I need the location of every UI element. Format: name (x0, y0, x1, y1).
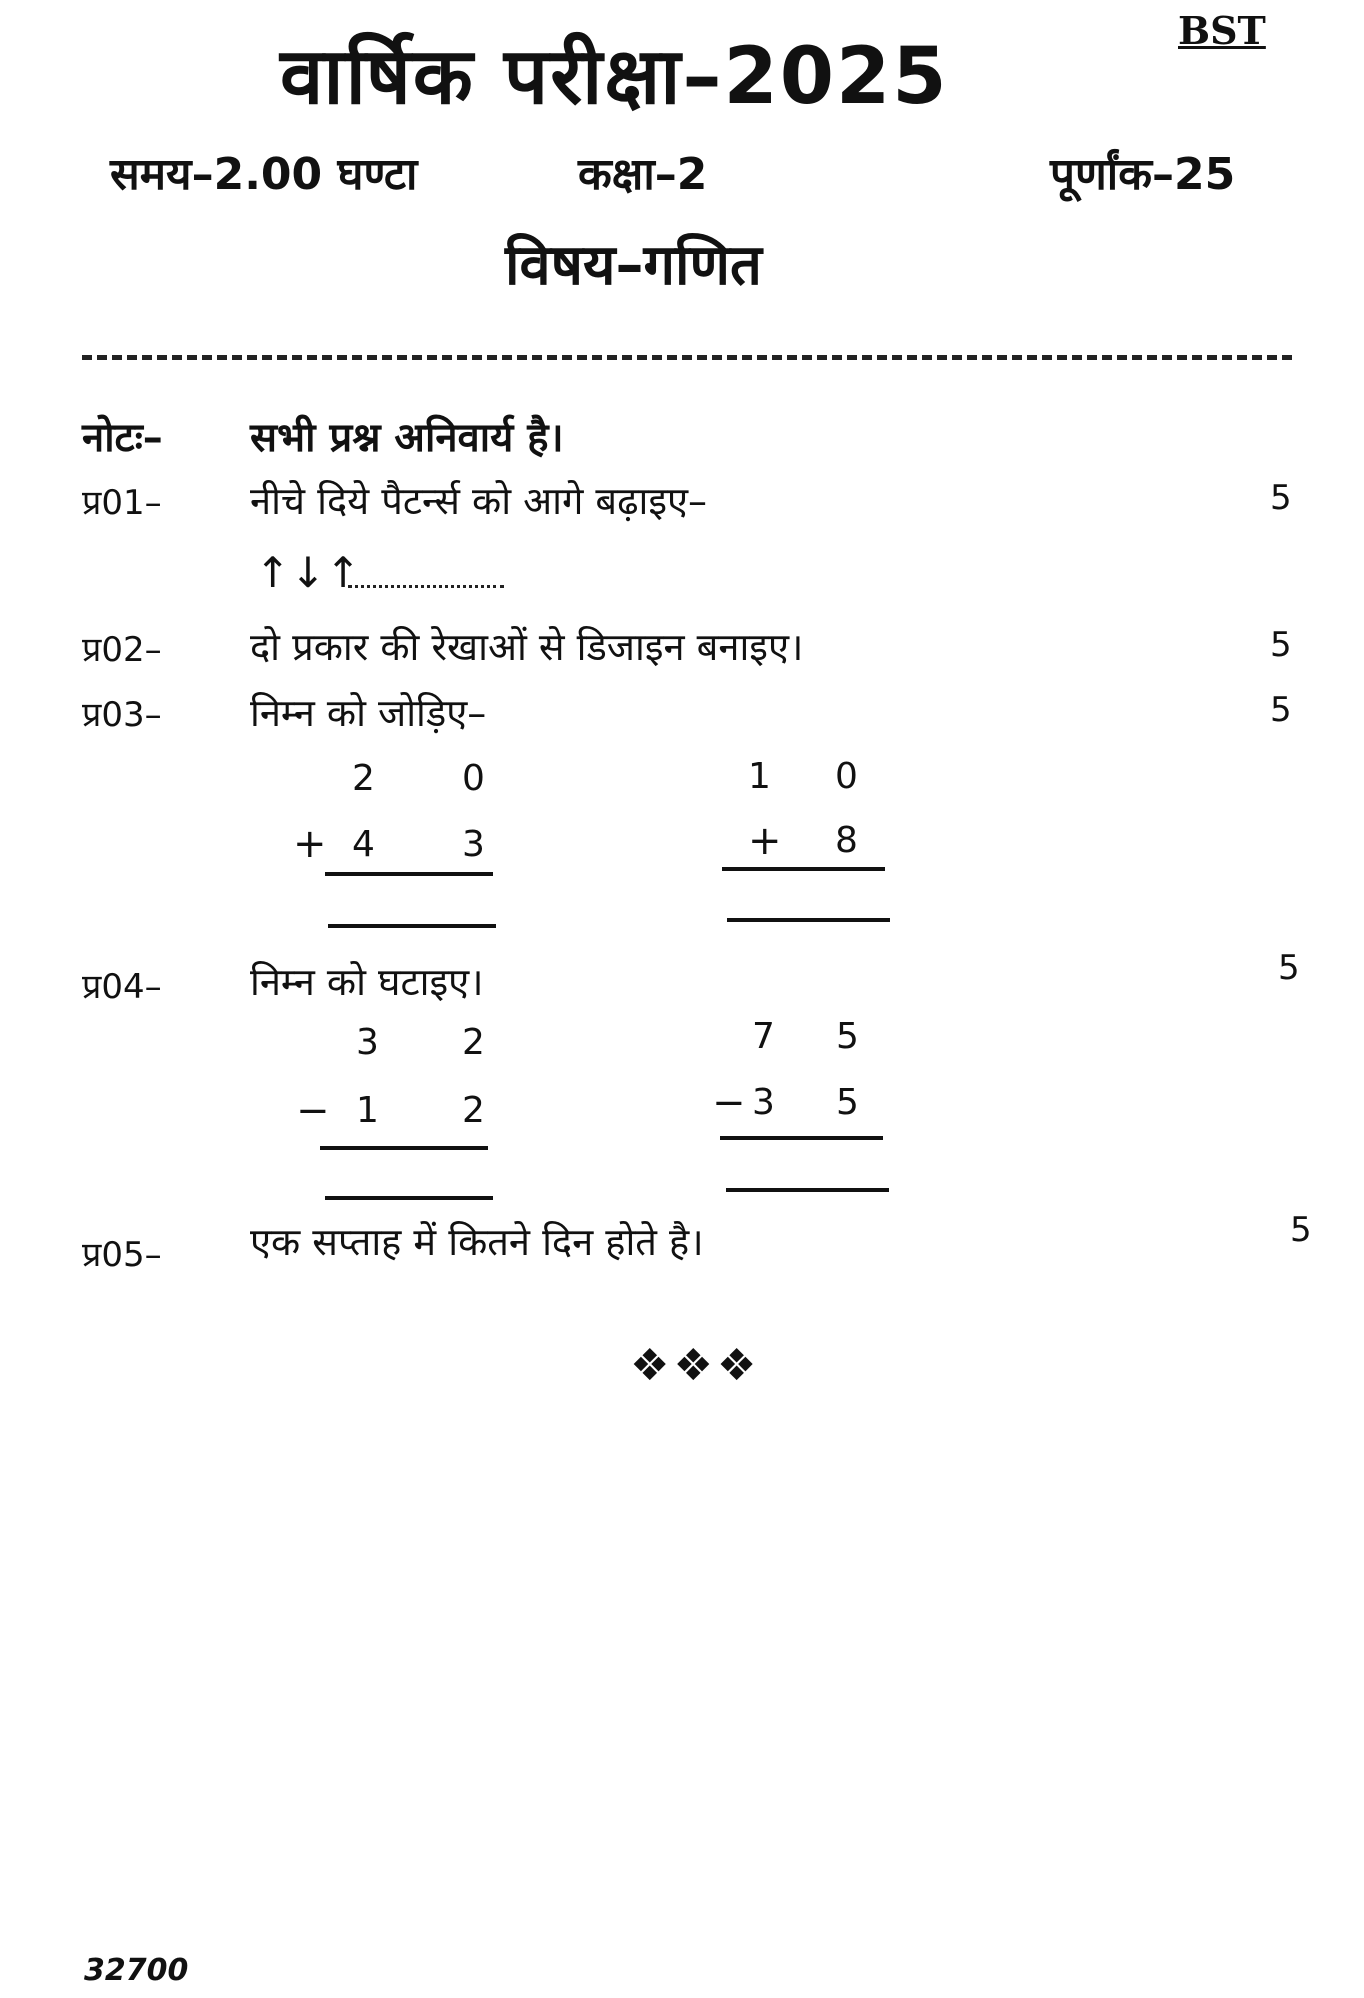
question-marks: 5 (1278, 948, 1300, 988)
answer-line (328, 924, 496, 928)
sum-digit: 5 (836, 1016, 859, 1057)
question-marks: 5 (1290, 1210, 1312, 1250)
sum-digit: 0 (462, 758, 485, 799)
sum-digit: 5 (836, 1082, 859, 1123)
paper-code: BST (1178, 8, 1266, 53)
question-number: प्र05– (82, 1235, 162, 1275)
exam-title: वार्षिक परीक्षा–2025 (280, 32, 949, 122)
arrow-pattern: ↑↓↑ (255, 548, 361, 597)
question-text: एक सप्ताह में कितने दिन होते है। (250, 1220, 704, 1264)
sum-digit: 3 (462, 824, 485, 865)
answer-line (727, 918, 890, 922)
question-number: प्र01– (82, 483, 162, 523)
sum-line (722, 867, 885, 871)
dashed-divider (82, 355, 1292, 360)
plus-sign: + (293, 821, 327, 867)
answer-line (325, 1196, 493, 1200)
question-text: निम्न को घटाइए। (250, 960, 484, 1004)
question-number: प्र03– (82, 695, 162, 735)
question-text: निम्न को जोड़िए– (250, 691, 487, 735)
note-label: नोटः– (82, 415, 163, 461)
page-code: 32700 (84, 1953, 189, 1988)
sum-digit: 1 (748, 756, 771, 797)
question-number: प्र04– (82, 967, 162, 1007)
question-number: प्र02– (82, 630, 162, 670)
note-text: सभी प्रश्न अनिवार्य है। (250, 415, 564, 461)
question-marks: 5 (1270, 690, 1292, 730)
minus-sign: − (712, 1080, 746, 1126)
sum-digit: 8 (835, 820, 858, 861)
question-text: दो प्रकार की रेखाओं से डिजाइन बनाइए। (250, 625, 804, 669)
sum-digit: 4 (352, 824, 375, 865)
question-text: नीचे दिये पैटर्न्स को आगे बढ़ाइए– (250, 479, 708, 523)
sum-digit: 2 (462, 1022, 485, 1063)
sum-line (325, 872, 493, 876)
question-marks: 5 (1270, 625, 1292, 665)
sum-digit: 3 (356, 1022, 379, 1063)
answer-line (726, 1188, 889, 1192)
exam-duration: समय–2.00 घण्टा (110, 149, 418, 200)
sum-digit: 3 (752, 1082, 775, 1123)
total-marks: पूर्णांक–25 (1050, 149, 1236, 200)
sum-digit: 2 (462, 1090, 485, 1131)
minus-sign: − (296, 1088, 330, 1134)
subtraction-line (320, 1146, 488, 1150)
subject-label: विषय–गणित (505, 233, 762, 298)
plus-sign: + (748, 818, 782, 864)
subtraction-line (720, 1136, 883, 1140)
answer-blank (348, 585, 504, 588)
question-marks: 5 (1270, 478, 1292, 518)
sum-digit: 7 (752, 1016, 775, 1057)
class-label: कक्षा–2 (578, 149, 708, 200)
sum-digit: 1 (356, 1090, 379, 1131)
end-ornament: ❖❖❖ (630, 1340, 761, 1391)
sum-digit: 0 (835, 756, 858, 797)
sum-digit: 2 (352, 758, 375, 799)
